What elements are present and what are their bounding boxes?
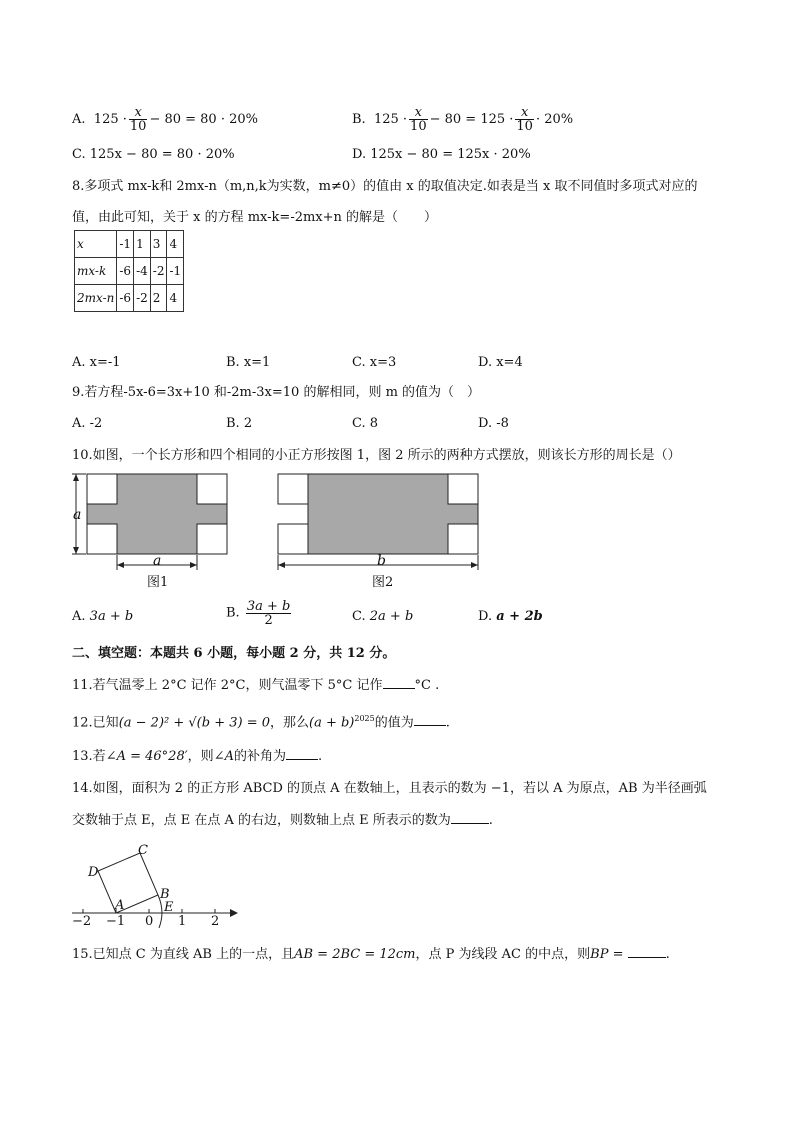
- q7-option-b: B. 125 · $\frac{x}{10}$ − 80 = 125 · $\frac{x}{10}$ · 20%: [352, 105, 574, 134]
- point-label-e: E: [164, 900, 174, 915]
- q8-option-b: B. x=1: [226, 355, 271, 370]
- answer-blank: [628, 945, 666, 958]
- q15: 15.已知点 C 为直线 AB 上的一点，且AB = 2BC = 12cm，点 P 为线段 AC 的中点，则BP = .: [72, 947, 670, 962]
- q8-option-c: C. x=3: [352, 355, 397, 370]
- q9-option-b: B. 2: [226, 416, 253, 431]
- q9-option-c: C. 8: [352, 416, 379, 431]
- tick-label-1: 1: [178, 914, 187, 929]
- table-row: x -1 1 3 4: [75, 231, 184, 258]
- point-label-c: C: [138, 843, 148, 858]
- q10-figures: [68, 468, 488, 596]
- fig2-bottom-label: b: [377, 553, 386, 569]
- q14-stem-line2: 交数轴于点 E，点 E 在点 A 的右边，则数轴上点 E 所表示的数为 .: [72, 813, 493, 828]
- tick-label-neg1: −1: [106, 914, 126, 929]
- tick-label-0: 0: [145, 914, 154, 929]
- answer-blank: [414, 713, 446, 726]
- tick-label-neg2: −2: [72, 914, 92, 929]
- q10-stem: 10.如图，一个长方形和四个相同的小正方形按图 1，图 2 所示的两种方式摆放，则该长方形的周长是（）: [72, 448, 681, 463]
- q9-option-a: A. -2: [72, 416, 103, 431]
- answer-blank: [286, 747, 318, 760]
- section-title-fill-in: 二、填空题：本题共 6 小题，每小题 2 分，共 12 分。: [72, 646, 396, 661]
- answer-blank: [451, 811, 489, 824]
- table-row: 2mx-n -6 -2 2 4: [75, 285, 184, 312]
- fig1-caption: 图1: [147, 575, 169, 590]
- q7-option-d: D. 125x − 80 = 125x · 20%: [352, 147, 531, 162]
- fig1-bottom-label: a: [153, 553, 162, 569]
- point-label-d: D: [88, 865, 99, 880]
- q9-option-d: D. -8: [478, 416, 509, 431]
- q14-stem-line1: 14.如图，面积为 2 的正方形 ABCD 的顶点 A 在数轴上，且表示的数为 −1，若以 A 为原点，AB 为半径画弧: [72, 781, 707, 796]
- tick-label-2: 2: [211, 914, 220, 929]
- q10-option-a: A. 3a + b: [72, 609, 134, 624]
- q10-option-b: B. $\frac{3a + b}{2}$: [226, 599, 291, 628]
- fig1-side-label: a: [73, 507, 82, 523]
- q7-option-c: C. 125x − 80 = 80 · 20%: [72, 147, 235, 162]
- point-label-a: A: [115, 898, 125, 913]
- q11: 11.若气温零上 2°C 记作 2°C，则气温零下 5°C 记作 °C .: [72, 678, 440, 693]
- q12: 12.已知(a − 2)² + √(b + 3) = 0，那么$(a + b)^{2025}$的值为 .: [72, 714, 450, 731]
- q8-option-d: D. x=4: [478, 355, 523, 370]
- q8-stem-line2: 值，由此可知，关于 x 的方程 mx-k=-2mx+n 的解是（ ）: [72, 210, 438, 225]
- q13: 13.若∠A = 46°28′，则∠A的补角为 .: [72, 749, 323, 764]
- q10-option-d: D. a + 2b: [478, 609, 543, 624]
- table-row: mx-k -6 -4 -2 -1: [75, 258, 184, 285]
- figure-1: [72, 474, 227, 570]
- q7-option-a: A. 125 · $\frac{x}{10}$ − 80 = 80 · 20%: [72, 105, 258, 134]
- q9-stem: 9.若方程-5x-6=3x+10 和-2m-3x=10 的解相同，则 m 的值为（ ）: [72, 385, 481, 400]
- answer-blank: [383, 676, 415, 689]
- q8-option-a: A. x=-1: [72, 355, 121, 370]
- q8-value-table: [74, 230, 184, 312]
- point-label-b: B: [160, 887, 170, 902]
- q8-stem-line1: 8.多项式 mx-k和 2mx-n（m,n,k为实数，m≠0）的值由 x 的取值决定.如表是当 x 取不同值时多项式对应的: [72, 179, 698, 194]
- q10-option-c: C. 2a + b: [352, 609, 414, 624]
- fig2-caption: 图2: [372, 575, 394, 590]
